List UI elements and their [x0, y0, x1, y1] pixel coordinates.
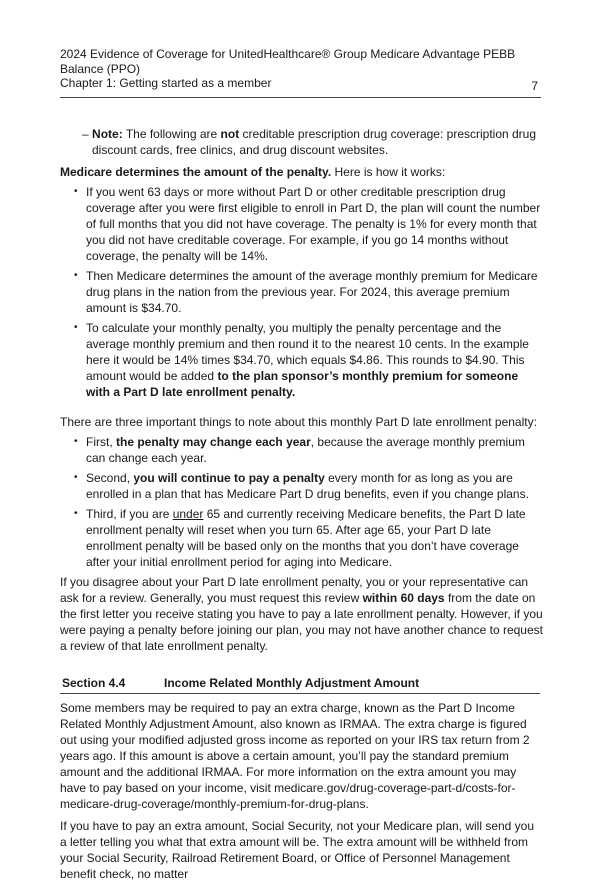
section-heading — [60, 675, 540, 694]
bullet-icon: • — [74, 322, 78, 333]
note-text: The following are — [122, 127, 221, 141]
list-item-text: Third, if you are — [86, 507, 173, 521]
bullet-icon: • — [74, 472, 78, 483]
list-item-text: 65 and currently receiving Medicare benefits, the Part D late enrollment penalty will reset when you turn 65. After age 65, your Part D late enrollment penalty will be based only on the months that you don’t have coverage after your initial enrollment period for aging into Medicare. — [86, 507, 526, 569]
paragraph-text: If you disagree about your Part D late enrollment penalty, you or your representative can ask for a review. Generally, you must request this review — [60, 575, 529, 605]
paragraph-text: from the date on the first letter you receive stating you have to pay a late enrollment penalty. However, if you were paying a penalty before joining our plan, you may not have another chance to request a review of that late enrollment penalty. — [60, 591, 543, 653]
list-item — [60, 184, 544, 264]
list-item-underline: under — [172, 507, 204, 521]
list-item — [60, 506, 544, 570]
list-item-bold: to the plan sponsor’s monthly premium for someone with a Part D late enrollment penalty. — [86, 369, 519, 399]
list-item-text: Then Medicare determines the amount of the average monthly premium for Medicare drug plans in the nation from the previous year. For 2024, this average premium amount is $34.70. — [86, 269, 538, 315]
section-title: Income Related Monthly Adjustment Amount — [164, 676, 420, 690]
penalty-intro-text: Here is how it works: — [331, 165, 446, 179]
note-text-cont: creditable prescription drug coverage: prescription drug discount cards, free clinics, and drug discount websites. — [92, 127, 537, 157]
list-item-text: every month for as long as you are enrolled in a plan that has Medicare Part D drug benefits, even if you change plans. — [86, 471, 529, 501]
penalty-list — [60, 184, 544, 400]
disagree-paragraph — [60, 574, 544, 654]
bullet-icon: • — [74, 436, 78, 447]
paragraph-bold: within 60 days — [362, 591, 445, 605]
list-item-text: If you went 63 days or more without Part D or other creditable prescription drug coverage after you were first eligible to enroll in Part D, the plan will count the number of full months that you did not have coverage. The penalty is 1% for every month that you did not have creditable coverage. For example, if you go 14 months without coverage, the penalty will be 14%. — [86, 185, 541, 263]
list-item — [60, 320, 544, 400]
list-item-bold: you will continue to pay a penalty — [133, 471, 325, 485]
list-item-bold: the penalty may change each year — [116, 435, 311, 449]
list-item — [60, 434, 544, 466]
irmaa-paragraph: Some members may be required to pay an extra charge, known as the Part D Income Related Monthly Adjustment Amount, also known as IRMAA. The extra charge is figured out using your modified adjusted gross income as reported on your IRS tax return from 2 years ago. If this amount is above a certain amount, you’ll pay the standard premium amount and the additional IRMAA. For more information on the extra amount you may have to pay based on your income, visit medicare.gov/drug-coverage-part-d/costs-for-medicare-drug-coverage/monthly-premium-for-drug-plans. — [60, 701, 530, 811]
chapter-title: Chapter 1: Getting started as a member — [60, 76, 272, 90]
note-emphasis: not — [220, 127, 240, 141]
page-number: 7 — [531, 79, 538, 93]
penalty-intro — [60, 164, 544, 180]
section-number: Section 4.4 — [62, 676, 126, 690]
three-things-intro: There are three important things to note about this monthly Part D late enrollment penalty: — [60, 415, 537, 429]
list-item-text: First, — [86, 435, 116, 449]
document-title: 2024 Evidence of Coverage for UnitedHealthcare® Group Medicare Advantage PEBB Balance (PPO) — [60, 47, 516, 76]
header-divider — [60, 97, 541, 98]
penalty-intro-bold: Medicare determines the amount of the penalty. — [60, 165, 332, 179]
page-header — [60, 47, 540, 91]
dash-marker: – — [82, 127, 89, 141]
bullet-icon: • — [74, 270, 78, 281]
note-label: Note: — [92, 127, 123, 141]
list-item-text: , because the average monthly premium can change each year. — [86, 435, 525, 465]
extra-amount-paragraph: If you have to pay an extra amount, Social Security, not your Medicare plan, will send you a letter telling you what that extra amount will be. The extra amount will be withheld from your Social Security, Railroad Retirement Board, or Office of Personnel Management benefit check, no matter — [60, 819, 535, 881]
list-item — [60, 470, 544, 502]
three-things-list — [60, 434, 544, 570]
note-item — [82, 126, 544, 158]
bullet-icon: • — [74, 508, 78, 519]
list-item-text: Second, — [86, 471, 134, 485]
list-item-text: To calculate your monthly penalty, you multiply the penalty percentage and the average monthly premium and then round it to the nearest 10 cents. In the example here it would be 14% times $34.70, which equals $4.86. This rounds to $4.90. This amount would be added — [86, 321, 529, 383]
list-item — [60, 268, 544, 316]
page-body — [60, 126, 544, 882]
bullet-icon: • — [74, 186, 78, 197]
